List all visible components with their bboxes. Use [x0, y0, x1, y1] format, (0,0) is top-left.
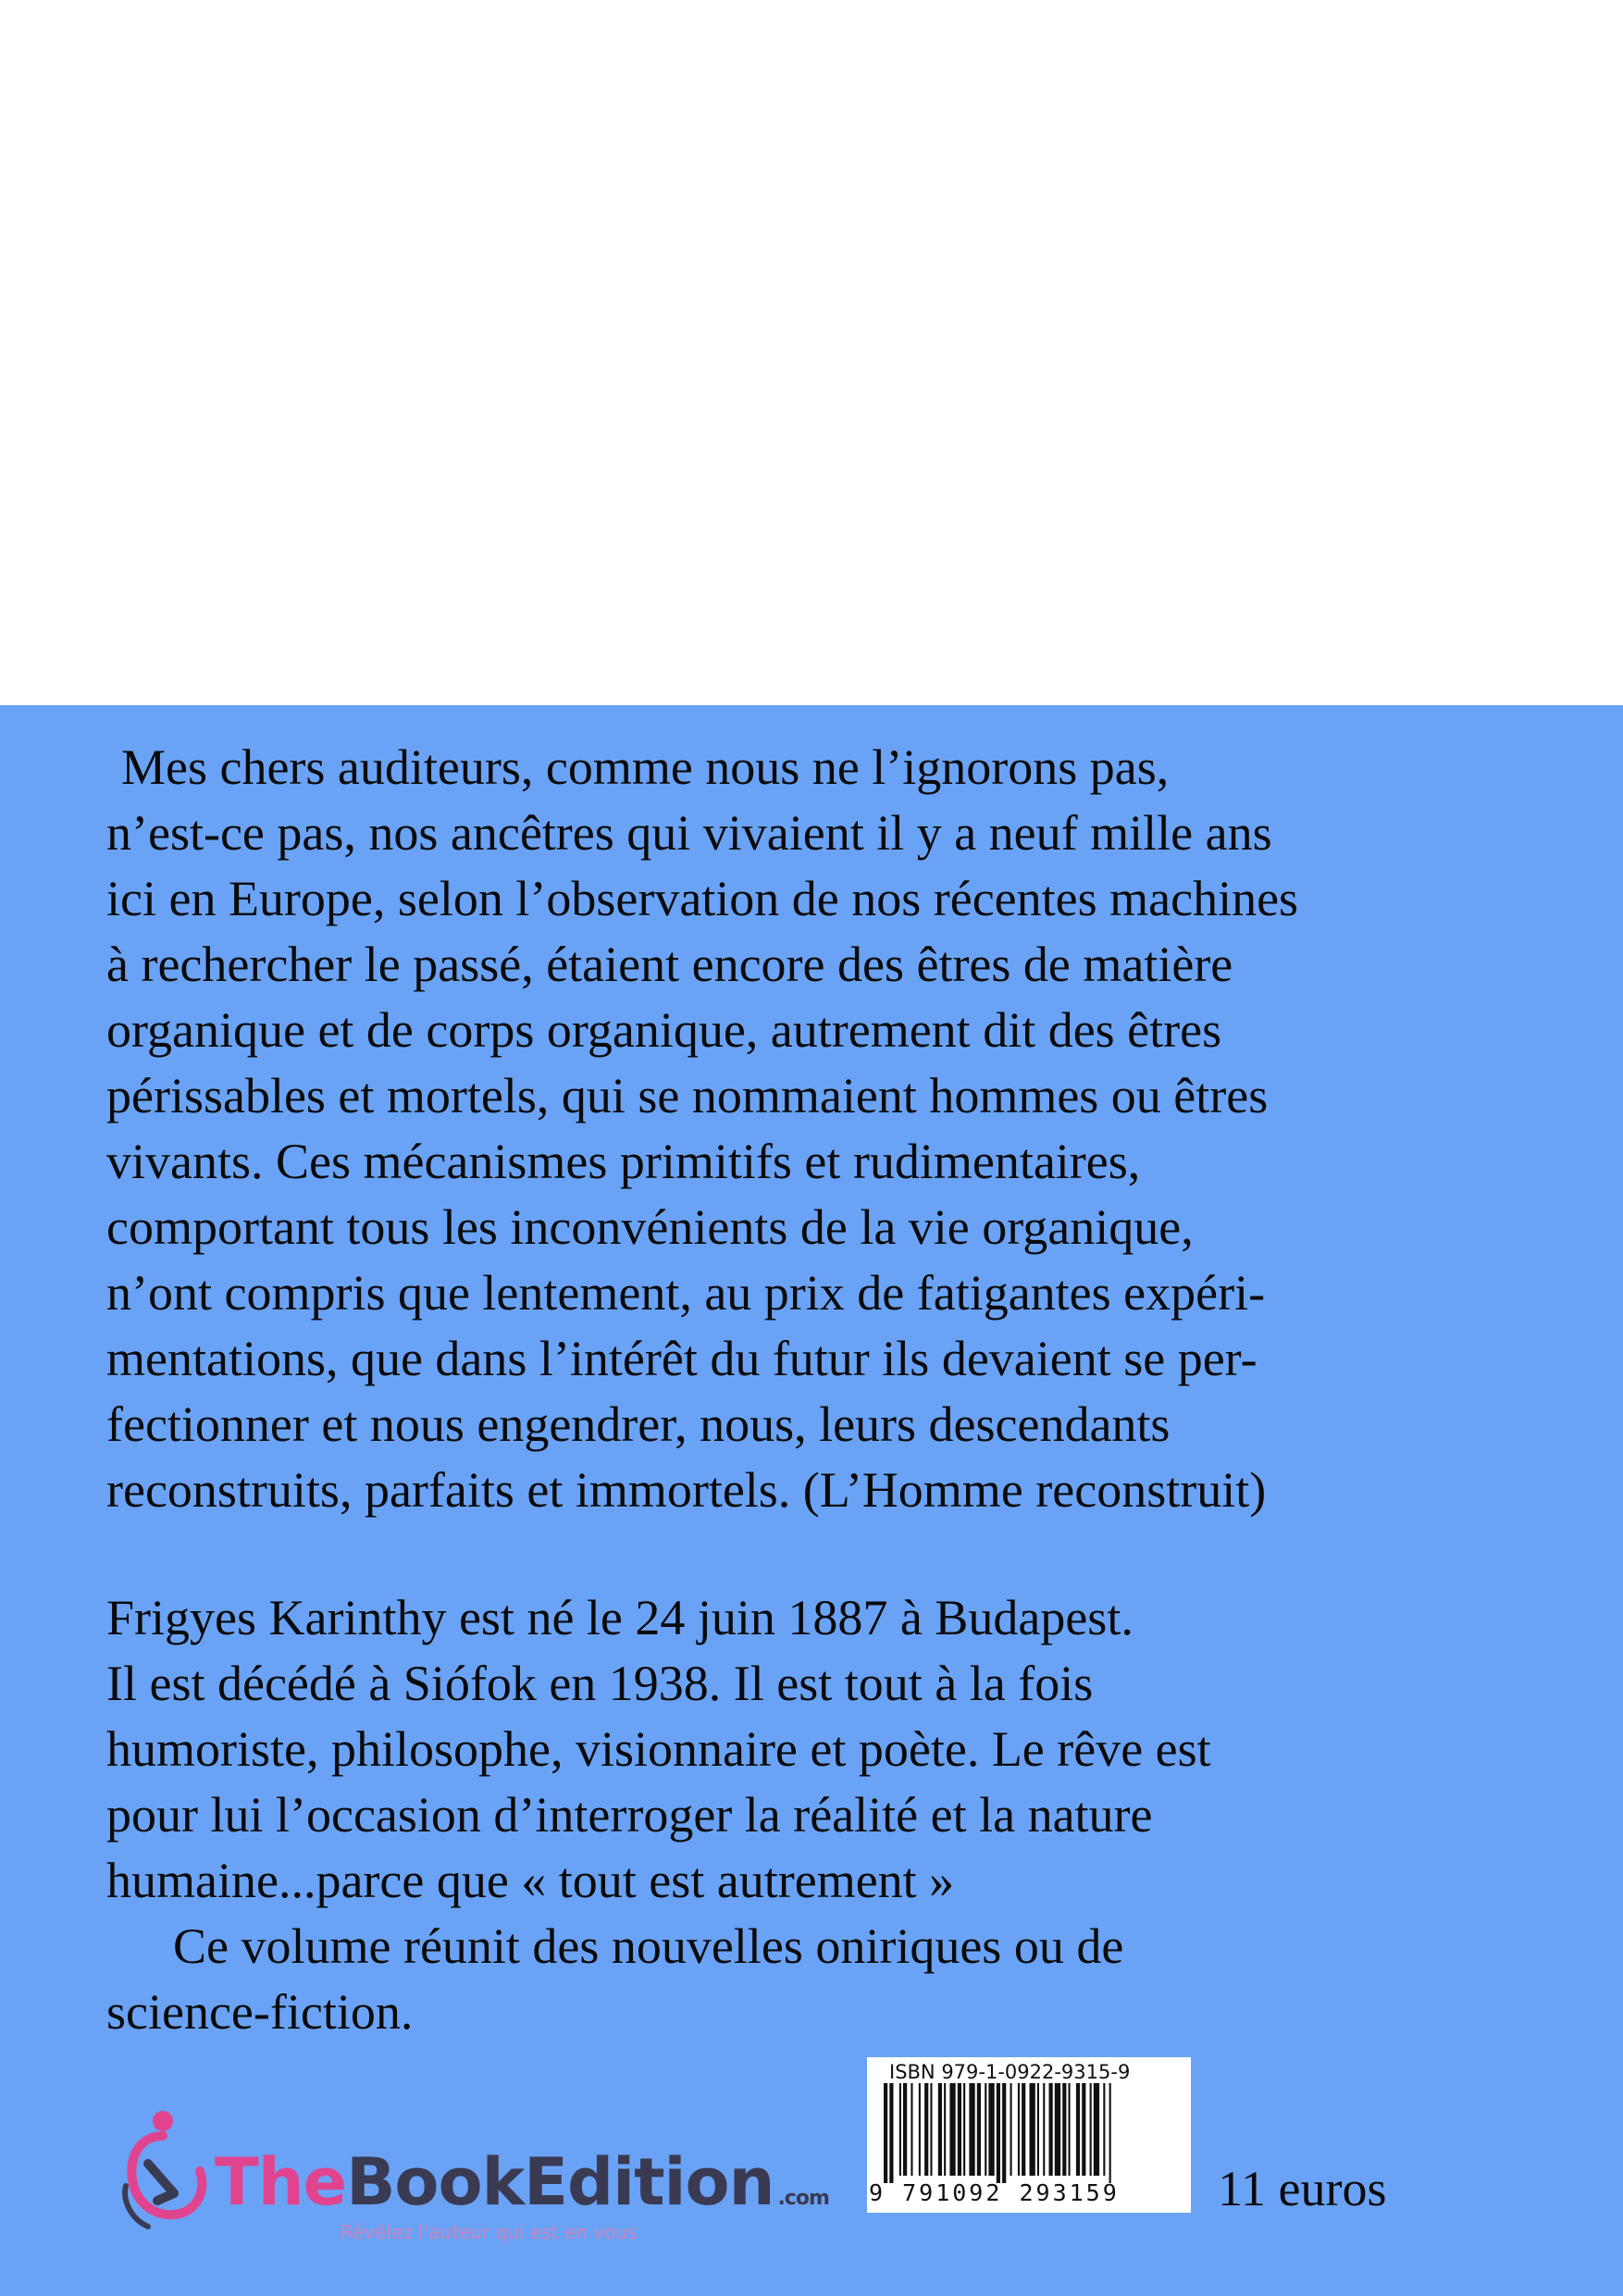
publisher-logo: [109, 2108, 831, 2247]
barcode-bar: [1037, 2083, 1039, 2176]
thebookedition-person-icon: [120, 2108, 213, 2238]
barcode-bar: [944, 2083, 946, 2176]
excerpt-line: mentations, que dans l’intérêt du futur ils devaient se per-: [106, 1331, 1258, 1386]
barcode-bar: [911, 2083, 912, 2176]
barcode-bar: [938, 2083, 942, 2176]
barcode-bar: [988, 2083, 994, 2176]
logo-the: The: [215, 2144, 347, 2220]
excerpt-line: n’est-ce pas, nos ancêtres qui vivaient il y a neuf mille ans: [106, 805, 1272, 861]
bio-line: Frigyes Karinthy est né le 24 juin 1887 à Budapest.: [106, 1590, 1134, 1645]
logo-book-edition: BookEdition: [346, 2144, 774, 2220]
isbn-barcode: [867, 2057, 1191, 2213]
book-excerpt: [106, 735, 1494, 1523]
barcode-bar: [1069, 2083, 1071, 2176]
barcode-bar: [997, 2083, 1000, 2183]
bio-line: Il est décédé à Siófok en 1938. Il est tout à la fois: [106, 1656, 1094, 1711]
barcode-bar: [958, 2083, 961, 2176]
barcode-bar: [963, 2083, 965, 2176]
barcode-bar: [1010, 2083, 1012, 2176]
barcode-bar: [899, 2083, 901, 2176]
barcode-digits: 9 791092 293159: [869, 2179, 1120, 2206]
bio-line: Ce volume réunit des nouvelles oniriques ou de: [173, 1918, 1124, 1974]
barcode-bar: [1022, 2083, 1025, 2176]
author-biography: [106, 1585, 1494, 2045]
barcode-bar: [1002, 2083, 1006, 2183]
excerpt-line: ici en Europe, selon l’observation de nos récentes machines: [106, 871, 1299, 926]
barcode-bar: [977, 2083, 981, 2176]
logo-com: .com: [777, 2187, 829, 2210]
excerpt-line: Mes chers auditeurs, comme nous ne l’ignorons pas,: [121, 739, 1170, 795]
barcode-bar: [919, 2083, 921, 2176]
bio-line: pour lui l’occasion d’interroger la réalité et la nature: [106, 1787, 1153, 1843]
barcode-bar: [889, 2083, 893, 2183]
excerpt-line: reconstruits, parfaits et immortels. (L’Homme reconstruit): [106, 1462, 1267, 1518]
excerpt-line: fectionner et nous engendrer, nous, leurs descendants: [106, 1396, 1171, 1452]
barcode-bar: [1018, 2083, 1020, 2176]
excerpt-line: vivants. Ces mécanismes primitifs et rudimentaires,: [106, 1134, 1141, 1189]
barcode-bar: [1049, 2083, 1053, 2176]
barcode-bar: [1082, 2083, 1085, 2176]
excerpt-line: organique et de corps organique, autrement dit des êtres: [106, 1002, 1222, 1058]
barcode-bar: [1062, 2083, 1066, 2176]
barcode-bar: [985, 2083, 986, 2176]
isbn-label: ISBN 979-1-0922-9315-9: [889, 2061, 1131, 2083]
barcode-bar: [1109, 2083, 1111, 2183]
barcode-bar: [949, 2083, 955, 2176]
bio-line: humoriste, philosophe, visionnaire et poète. Le rêve est: [106, 1721, 1211, 1777]
logo-tagline: Révélez l'auteur qui est en vous: [341, 2221, 638, 2243]
excerpt-line: à rechercher le passé, étaient encore des êtres de matière: [106, 937, 1233, 992]
barcode-bar: [1094, 2083, 1099, 2176]
bio-line: science-fiction.: [106, 1984, 414, 2040]
barcode-bar: [924, 2083, 928, 2176]
excerpt-line: n’ont compris que lentement, au prix de fatigantes expéri-: [106, 1265, 1266, 1321]
ean13-barcode: [876, 2083, 1182, 2183]
barcode-bar: [1090, 2083, 1092, 2176]
barcode-bar: [903, 2083, 907, 2176]
barcode-bar: [969, 2083, 974, 2176]
excerpt-line: périssables et mortels, qui se nommaient hommes ou êtres: [106, 1068, 1269, 1123]
excerpt-line: comportant tous les inconvénients de la vie organique,: [106, 1199, 1194, 1255]
price: 11 euros: [1218, 2161, 1387, 2216]
barcode-bar: [930, 2083, 932, 2176]
barcode-bar: [1043, 2083, 1045, 2176]
barcode-bar: [1055, 2083, 1060, 2176]
barcode-bar: [884, 2083, 887, 2183]
barcode-bar: [1076, 2083, 1080, 2176]
barcode-bar: [1030, 2083, 1035, 2176]
bio-line: humaine...parce que « tout est autrement »: [106, 1853, 955, 1908]
barcode-bar: [1103, 2083, 1105, 2176]
